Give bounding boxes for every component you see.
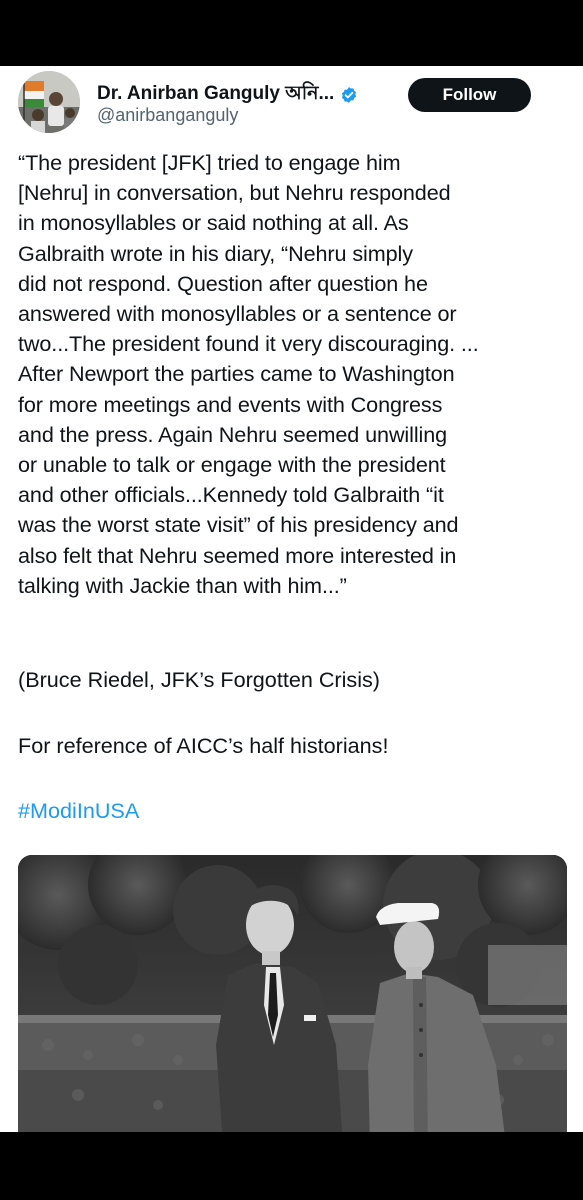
tweet-card xyxy=(0,66,583,1132)
avatar-image xyxy=(18,71,80,133)
bottom-letterbox-bar xyxy=(0,1132,583,1200)
kennedy-nehru-photo xyxy=(18,855,567,1132)
tweet-text-line: talking with Jackie than with him...” xyxy=(18,572,347,598)
tweet-text-line: for more meetings and events with Congress xyxy=(18,391,443,417)
tweet-text-line: “The president [JFK] tried to engage him xyxy=(18,150,401,175)
tweet-text-line: answered with monosyllables or a sentence or xyxy=(18,301,457,327)
book-citation: (Bruce Riedel, JFK’s Forgotten Crisis) xyxy=(18,667,381,692)
tweet-text-line: in monosyllables or said nothing at all. As xyxy=(18,210,409,236)
tweet-text-line: also felt that Nehru seemed more interested in xyxy=(18,542,457,568)
tweet-text-line: After Newport the parties came to Washington xyxy=(18,361,455,387)
tweet-media-photo[interactable] xyxy=(18,855,567,1132)
tweet-text-line: did not respond. Question after question he xyxy=(18,270,428,296)
reference-note: For reference of AICC’s half historians! xyxy=(18,733,389,758)
verified-badge-icon xyxy=(340,86,358,104)
top-letterbox-bar xyxy=(0,0,583,66)
author-display-name[interactable]: Dr. Anirban Ganguly অনি... xyxy=(97,83,335,104)
tweet-text-line: or unable to talk or engage with the president xyxy=(18,452,446,478)
tweet-text-line: two...The president found it very discouraging. ... xyxy=(18,331,479,357)
tweet-text-line: Galbraith wrote in his diary, “Nehru simply xyxy=(18,240,413,266)
tweet-text xyxy=(18,148,573,601)
tweet-text-line: and other officials...Kennedy told Galbraith “it xyxy=(18,482,444,508)
hashtag-link[interactable]: #ModiInUSA xyxy=(18,798,140,823)
author-handle[interactable]: @anirbanganguly xyxy=(97,105,239,125)
follow-button[interactable]: Follow xyxy=(408,78,531,112)
tweet-text-line: and the press. Again Nehru seemed unwilling xyxy=(18,421,448,447)
author-avatar[interactable] xyxy=(18,71,80,133)
tweet-text-line: was the worst state visit” of his presidency and xyxy=(18,512,459,538)
tweet-text-line: [Nehru] in conversation, but Nehru responded xyxy=(18,180,451,206)
